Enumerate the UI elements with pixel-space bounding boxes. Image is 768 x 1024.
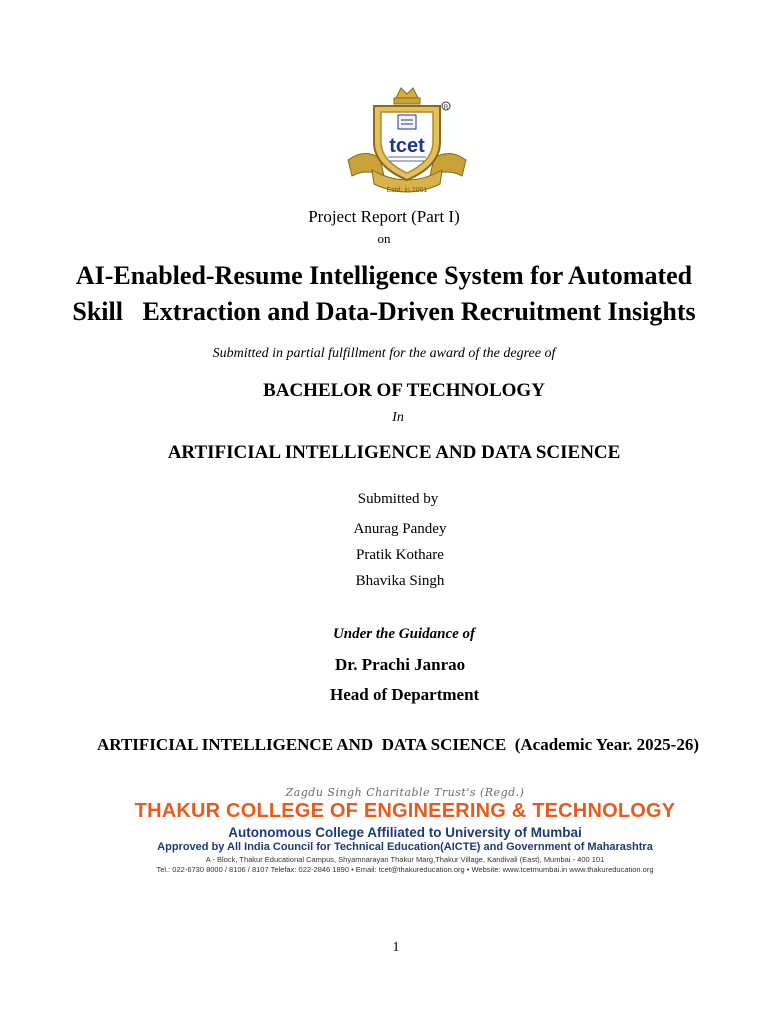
page-number: 1 <box>392 940 400 955</box>
department-academic-year: ARTIFICIAL INTELLIGENCE AND DATA SCIENCE (Academic Year. 2025-26) <box>97 735 700 754</box>
branch-name: ARTIFICIAL INTELLIGENCE AND DATA SCIENCE <box>167 442 621 463</box>
svg-text:R: R <box>443 105 449 111</box>
trust-name: Zagdu Singh Charitable Trust's (Regd.) <box>285 786 525 799</box>
guide-name: Dr. Prachi Janrao <box>335 655 466 674</box>
college-banner <box>120 786 690 874</box>
submitted-by-label: Submitted by <box>357 491 439 507</box>
guidance-label: Under the Guidance of <box>332 626 476 642</box>
report-title <box>0 258 768 330</box>
student-names <box>16 516 768 594</box>
partial-fulfillment-text: Submitted in partial fulfillment for the award of the degree of <box>212 346 556 361</box>
on-label: on <box>377 231 391 246</box>
college-address: A - Block, Thakur Educational Campus, Shyamnarayan Thakur Marg,Thakur Village, Kandivali (East), Mumbai - 400 101 <box>205 855 605 864</box>
student-name: Pratik Kothare <box>356 547 444 563</box>
college-logo <box>344 84 470 198</box>
college-crest-icon <box>344 84 470 198</box>
college-contact: Tel.: 022-6730 8000 / 8106 / 8107 Telefax: 022-2846 1890 • Email: tcet@thakureducation.org • Website: www.tcetmumbai.in www.thakureducation.org <box>156 865 654 874</box>
student-name: Anurag Pandey <box>353 521 447 537</box>
degree-name: BACHELOR OF TECHNOLOGY <box>263 380 545 401</box>
project-report-label: Project Report (Part I) <box>308 207 460 226</box>
college-approval: Approved by All India Council for Technical Education(AICTE) and Government of Maharashtra <box>157 841 653 853</box>
student-name: Bhavika Singh <box>355 573 445 589</box>
report-title-line2: Skill Extraction and Data-Driven Recruitment Insights <box>72 297 696 326</box>
in-label: In <box>392 410 404 425</box>
college-name: THAKUR COLLEGE OF ENGINEERING & TECHNOLOGY <box>134 800 676 822</box>
college-autonomous: Autonomous College Affiliated to University of Mumbai <box>228 825 582 840</box>
logo-text: tcet <box>389 135 425 157</box>
guide-role: Head of Department <box>330 685 480 704</box>
report-title-line1: AI-Enabled-Resume Intelligence System for Automated <box>75 261 693 290</box>
logo-estd: Estd. in 2001 <box>386 187 428 194</box>
